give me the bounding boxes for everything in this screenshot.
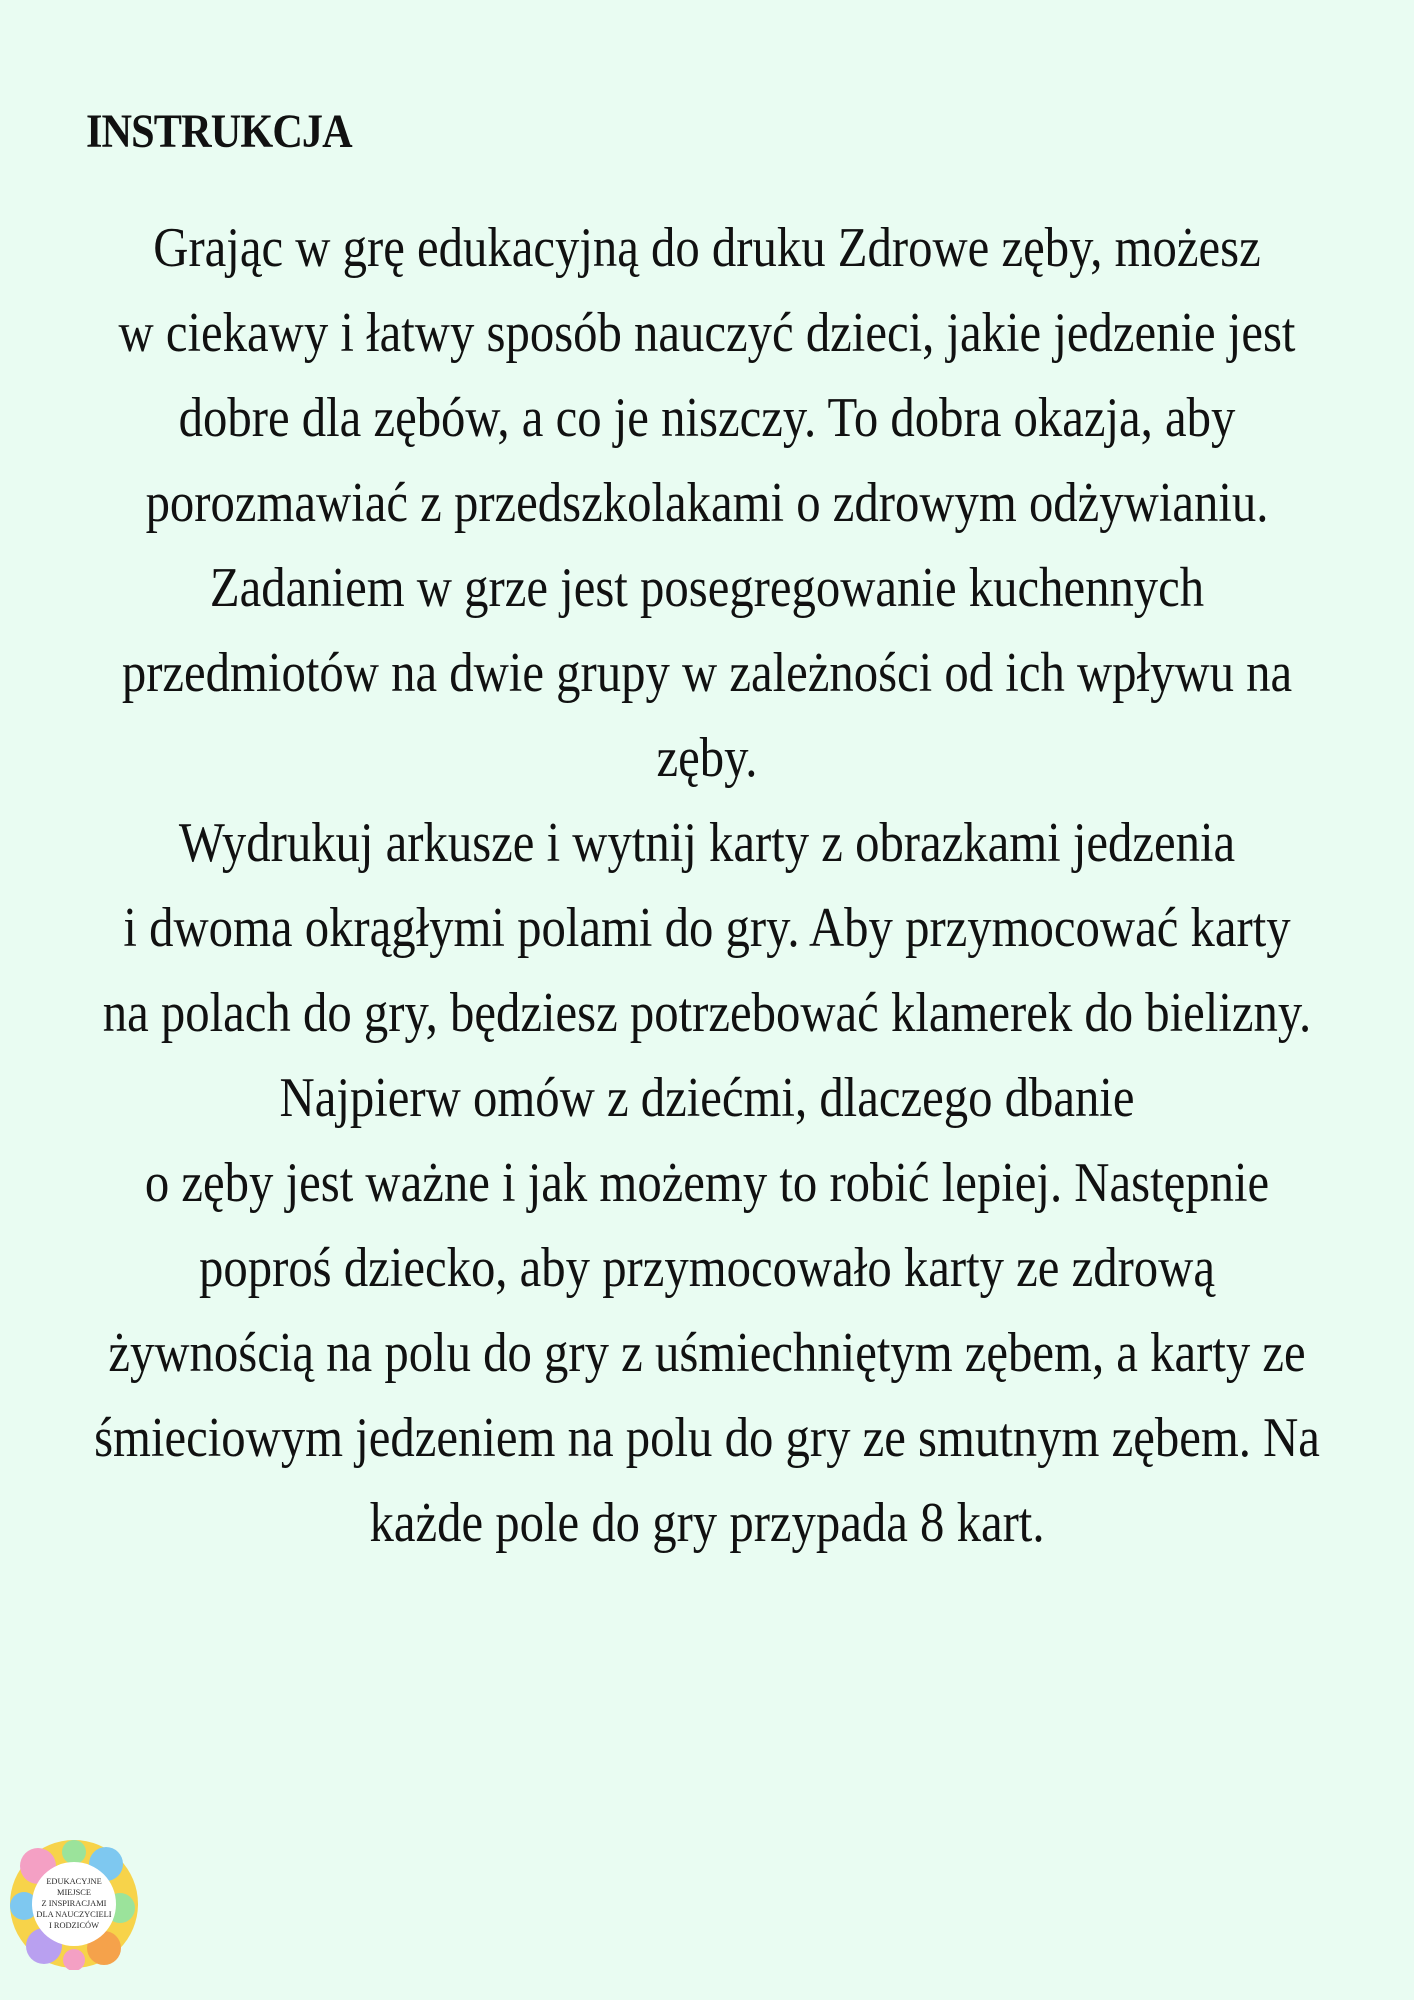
instruction-text	[0, 206, 1414, 1566]
instruction-line: żywnością na polu do gry z uśmiechniętym zębem, a karty ze	[108, 1322, 1306, 1384]
svg-text:EDUKACYJNE: EDUKACYJNE	[46, 1877, 102, 1886]
instruction-line: poproś dziecko, aby przymocowało karty ze zdrową	[199, 1237, 1215, 1299]
instruction-line: na polach do gry, będziesz potrzebować klamerek do bielizny.	[102, 982, 1312, 1044]
instruction-line: przedmiotów na dwie grupy w zależności od ich wpływu na	[121, 642, 1293, 704]
svg-text:MIEJSCE: MIEJSCE	[57, 1888, 91, 1897]
instruction-line: Wydrukuj arkusze i wytnij karty z obrazkami jedzenia	[178, 812, 1236, 874]
instruction-line: Grając w grę edukacyjną do druku Zdrowe zęby, możesz	[153, 217, 1261, 279]
instruction-line: w ciekawy i łatwy sposób nauczyć dzieci, jakie jedzenie jest	[118, 302, 1296, 364]
instruction-line: i dwoma okrągłymi polami do gry. Aby przymocować karty	[123, 897, 1291, 959]
page-heading: INSTRUKCJA	[86, 105, 352, 158]
instruction-line: Zadaniem w grze jest posegregowanie kuchennych	[209, 557, 1205, 619]
svg-text:Z INSPIRACJAMI: Z INSPIRACJAMI	[41, 1899, 107, 1908]
svg-text:I RODZICÓW: I RODZICÓW	[48, 1921, 100, 1930]
instruction-line: śmieciowym jedzeniem na polu do gry ze smutnym zębem. Na	[94, 1407, 1320, 1469]
svg-text:DLA NAUCZYCIELI: DLA NAUCZYCIELI	[36, 1910, 112, 1919]
instruction-line: każde pole do gry przypada 8 kart.	[369, 1492, 1045, 1554]
instruction-line: zęby.	[656, 727, 758, 789]
instruction-line: dobre dla zębów, a co je niszczy. To dobra okazja, aby	[178, 387, 1236, 449]
instruction-line: o zęby jest ważne i jak możemy to robić lepiej. Następnie	[144, 1152, 1270, 1214]
instruction-line: porozmawiać z przedszkolakami o zdrowym odżywianiu.	[145, 472, 1269, 534]
brand-logo	[8, 1838, 140, 1970]
instruction-line: Najpierw omów z dziećmi, dlaczego dbanie	[279, 1067, 1135, 1129]
